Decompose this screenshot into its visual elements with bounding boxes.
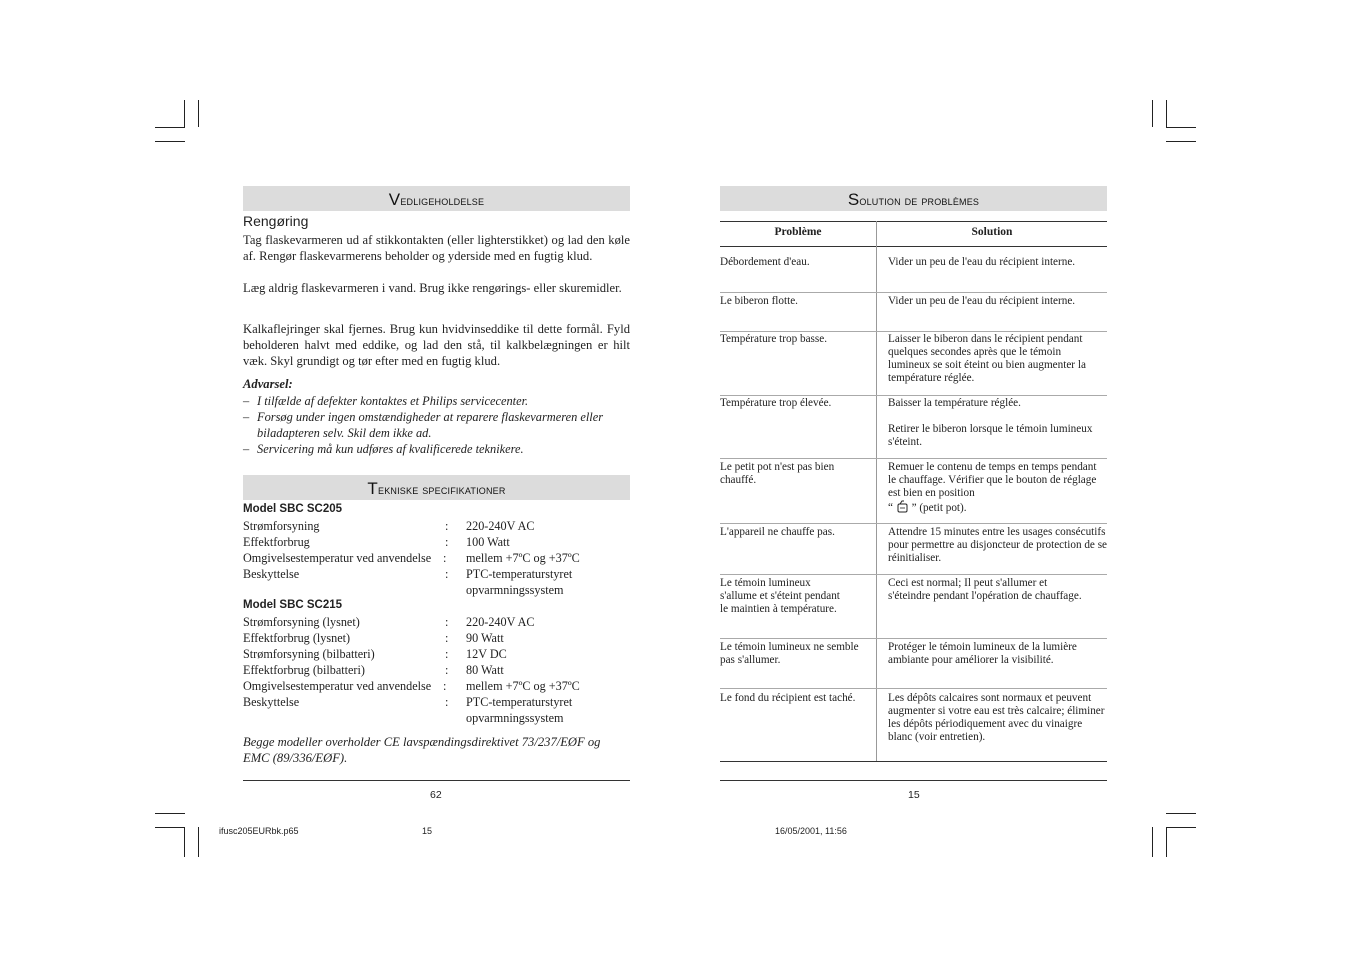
- warning-title: Advarsel:: [243, 377, 293, 391]
- dash-icon: –: [243, 410, 250, 424]
- page-rule: [720, 780, 1107, 781]
- table-row-rule: [720, 395, 1107, 396]
- warning-item: – I tilfælde af defekter kontaktes et Philips servicecenter.: [243, 394, 529, 408]
- subheading-cleaning: Rengøring: [243, 213, 309, 229]
- spec-row: Effektforbrug : 100 Watt: [243, 535, 510, 549]
- table-top-rule: [720, 221, 1107, 222]
- compliance-note: Begge modeller overholder CE lavspændingsdirektivet 73/237/EØF og EMC (89/336/EØF).: [243, 735, 601, 765]
- footer-filename: ifusc205EURbk.p65: [219, 826, 299, 836]
- table-row-rule: [720, 574, 1107, 575]
- table-cell-solution: Laisser le biberon dans le récipient pendant quelques secondes après que le témoin lumineux se soit éteint ou bien augmenter la température réglée.: [888, 333, 1086, 384]
- table-cell-problem: Le biberon flotte.: [720, 295, 798, 307]
- column-header-solution: Solution: [971, 226, 1013, 238]
- table-cell-solution: Baisser la température réglée.: [888, 397, 1021, 409]
- table-cell-solution: Protéger le témoin lumineux de la lumière ambiante pour améliorer la visibilité.: [888, 641, 1077, 666]
- table-cell-solution: Vider un peu de l'eau du récipient interne.: [888, 295, 1076, 307]
- table-cell-problem: Le petit pot n'est pas bien chauffé.: [720, 461, 835, 486]
- crop-mark: [198, 827, 199, 857]
- crop-mark: [155, 127, 185, 128]
- table-cell-solution: Attendre 15 minutes entre les usages consécutifs pour permettre au disjoncteur de protection de se réinitialiser.: [888, 526, 1108, 564]
- crop-mark: [198, 100, 199, 127]
- spec-row: Strømforsyning (lysnet) : 220-240V AC: [243, 615, 535, 629]
- model-title: Model SBC SC215: [243, 599, 343, 611]
- model-title: Model SBC SC205: [243, 503, 343, 515]
- spec-row: Beskyttelse : PTC-temperaturstyret: [243, 567, 573, 581]
- table-cell-problem: Le fond du récipient est taché.: [720, 692, 856, 704]
- table-cell-solution: Remuer le contenu de temps en temps pendant le chauffage. Vérifier que le bouton de réglage est bien en position “ ” (petit pot).: [888, 461, 1106, 517]
- dash-icon: –: [243, 442, 250, 456]
- table-row-rule: [720, 688, 1107, 689]
- table-bottom-rule: [720, 761, 1107, 762]
- footer-page: 15: [422, 826, 433, 836]
- table-row-rule: [720, 458, 1107, 459]
- spec-row: Strømforsyning (bilbatteri) : 12V DC: [243, 647, 507, 661]
- table-row-rule: [720, 331, 1107, 332]
- table-cell-solution: Retirer le biberon lorsque le témoin lumineux s'éteint.: [888, 423, 1093, 448]
- table-cell-solution: Ceci est normal; Il peut s'allumer et s'éteindre pendant l'opération de chauffage.: [888, 577, 1082, 602]
- page-number: 62: [430, 789, 442, 801]
- crop-mark: [1166, 813, 1196, 814]
- crop-mark: [184, 100, 185, 127]
- paragraph: Kalkaflejringer skal fjernes. Brug kun hvidvinseddike til dette formål. Fyld beholderen halvt med eddike, og lad den stå, til kalkbelægningen er hilt væk. Skyl grundigt og tør efter med en fugtig klud.: [243, 322, 630, 368]
- crop-mark: [1152, 100, 1153, 127]
- spec-row: Effektforbrug (bilbatteri) : 80 Watt: [243, 663, 504, 677]
- spec-row: Beskyttelse : PTC-temperaturstyret: [243, 695, 573, 709]
- table-cell-solution: Vider un peu de l'eau du récipient interne.: [888, 256, 1076, 268]
- warning-item: – Servicering må kun udføres af kvalificerede teknikere.: [243, 442, 524, 456]
- dash-icon: –: [243, 394, 250, 408]
- table-row-rule: [720, 292, 1107, 293]
- crop-mark: [1166, 827, 1196, 828]
- crop-mark: [1166, 100, 1167, 127]
- paragraph: Tag flaskevarmeren ud af stikkontakten (eller lighterstikket) og lad den køle af. Rengør flaskevarmerens beholder og yderside med en fugtig klud.: [243, 233, 630, 263]
- baby-food-jar-icon: [896, 500, 909, 517]
- table-cell-problem: L'appareil ne chauffe pas.: [720, 526, 835, 538]
- page-rule: [243, 780, 630, 781]
- crop-mark: [155, 827, 185, 828]
- crop-mark: [155, 813, 185, 814]
- table-cell-problem: Température trop élevée.: [720, 397, 832, 409]
- table-row-rule: [720, 523, 1107, 524]
- table-header-rule: [720, 246, 1107, 247]
- table-row-rule: [720, 638, 1107, 639]
- crop-mark: [1152, 827, 1153, 857]
- table-cell-problem: Le témoin lumineux ne semble pas s'allumer.: [720, 641, 859, 666]
- footer-timestamp: 16/05/2001, 11:56: [775, 826, 847, 836]
- column-header-problem: Problème: [774, 226, 822, 238]
- section-heading-specs: Tekniske specifikationer: [243, 475, 630, 500]
- section-heading-troubleshooting: Solution de problèmes: [720, 186, 1107, 211]
- spec-row: Omgivelsestemperatur ved anvendelse : mellem +7ºC og +37ºC: [243, 679, 580, 693]
- warning-item: – Forsøg under ingen omstændigheder at reparere flaskevarmeren eller biladapteren selv. Skil dem ikke ad.: [243, 410, 604, 440]
- table-cell-problem: Température trop basse.: [720, 333, 828, 345]
- spec-row: opvarmningssystem: [466, 583, 564, 597]
- spec-row: Effektforbrug (lysnet) : 90 Watt: [243, 631, 504, 645]
- page-number: 15: [908, 789, 920, 801]
- table-cell-problem: Débordement d'eau.: [720, 256, 810, 268]
- crop-mark: [184, 827, 185, 857]
- table-cell-solution: Les dépôts calcaires sont normaux et peuvent augmenter si votre eau est très calcaire; éliminer les dépôts périodiquement avec du vinaigre blanc (voir entretien).: [888, 692, 1105, 743]
- crop-mark: [1166, 127, 1196, 128]
- table-column-divider: [876, 221, 877, 761]
- crop-mark: [155, 141, 185, 142]
- section-heading-maintenance: Vedligeholdelse: [243, 186, 630, 211]
- table-cell-problem: Le témoin lumineux s'allume et s'éteint pendant le maintien à température.: [720, 577, 840, 615]
- paragraph: Læg aldrig flaskevarmeren i vand. Brug ikke rengørings- eller skuremidler.: [243, 281, 622, 295]
- crop-mark: [1166, 141, 1196, 142]
- crop-mark: [1166, 827, 1167, 857]
- spec-row: Strømforsyning : 220-240V AC: [243, 519, 535, 533]
- spec-row: Omgivelsestemperatur ved anvendelse : mellem +7ºC og +37ºC: [243, 551, 580, 565]
- spec-row: opvarmningssystem: [466, 711, 564, 725]
